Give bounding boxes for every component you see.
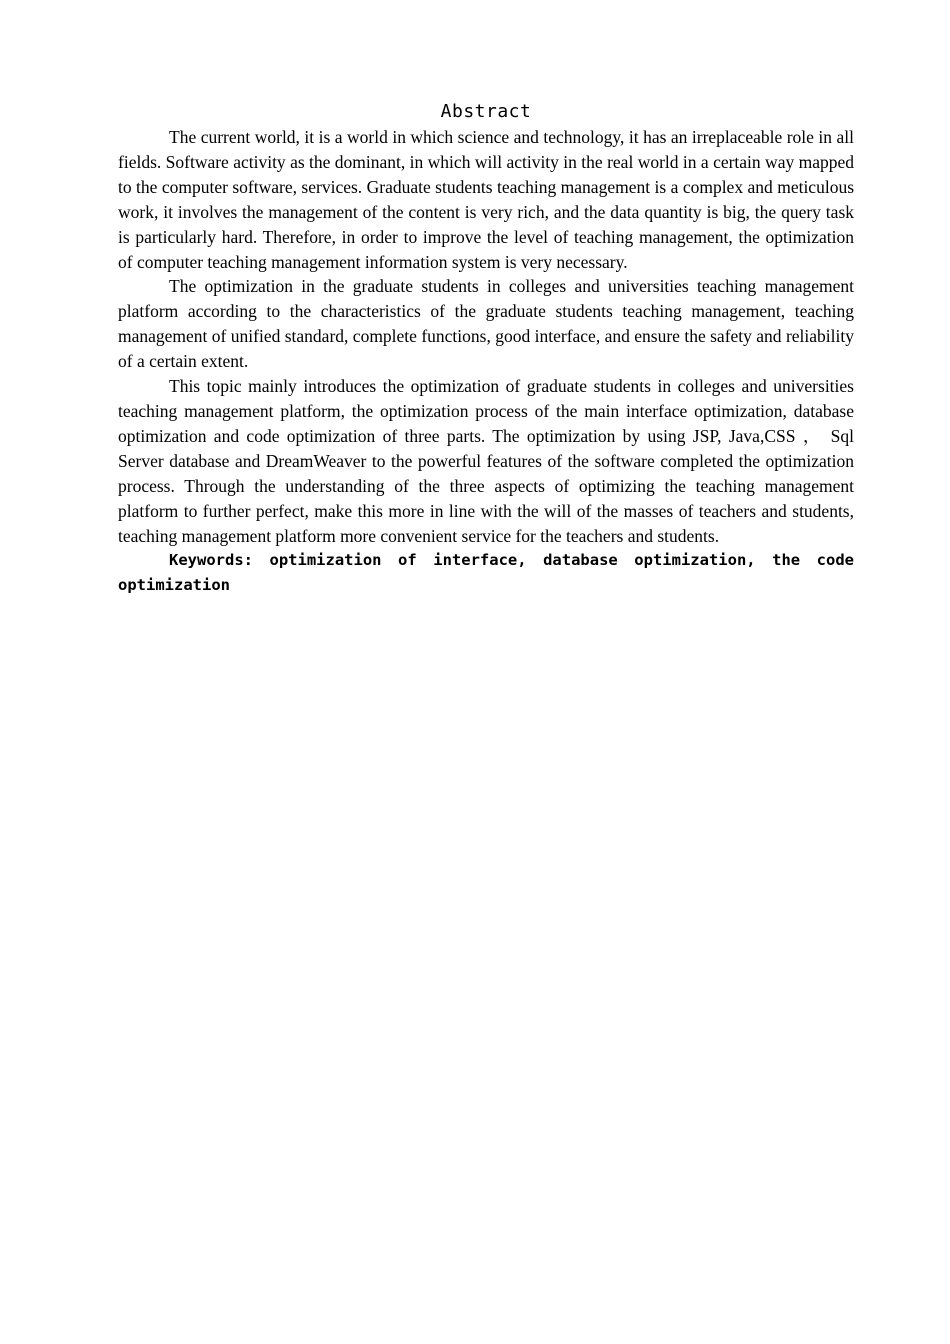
keywords-line: Keywords: optimization of interface, database optimization, the code optimization (118, 551, 854, 595)
abstract-section (118, 100, 854, 598)
abstract-title: Abstract (440, 101, 532, 122)
abstract-paragraph-1: The current world, it is a world in which science and technology, it has an irreplaceable role in all fields. Software activity as the dominant, in which will activity in the real world in a certain way mapped to the computer software, services. Graduate students teaching management is a complex and meticulous work, it involves the management of the content is very rich, and the data quantity is big, the query task is particularly hard. Therefore, in order to improve the level of teaching management, the optimization of computer teaching management information system is very necessary. (118, 127, 854, 272)
abstract-paragraph-3: This topic mainly introduces the optimization of graduate students in colleges and universities teaching management platform, the optimization process of the main interface optimization, database optimization and code optimization of three parts. The optimization by using JSP, Java,CSS ， Sql Server database and DreamWeaver to the powerful features of the software completed the optimization process. Through the understanding of the three aspects of optimizing the teaching management platform to further perfect, make this more in line with the will of the masses of teachers and students, teaching management platform more convenient service for the teachers and students. (118, 376, 854, 546)
abstract-paragraph-2: The optimization in the graduate students in colleges and universities teaching management platform according to the characteristics of the graduate students teaching management, teaching management of unified standard, complete functions, good interface, and ensure the safety and reliability of a certain extent. (118, 276, 854, 372)
